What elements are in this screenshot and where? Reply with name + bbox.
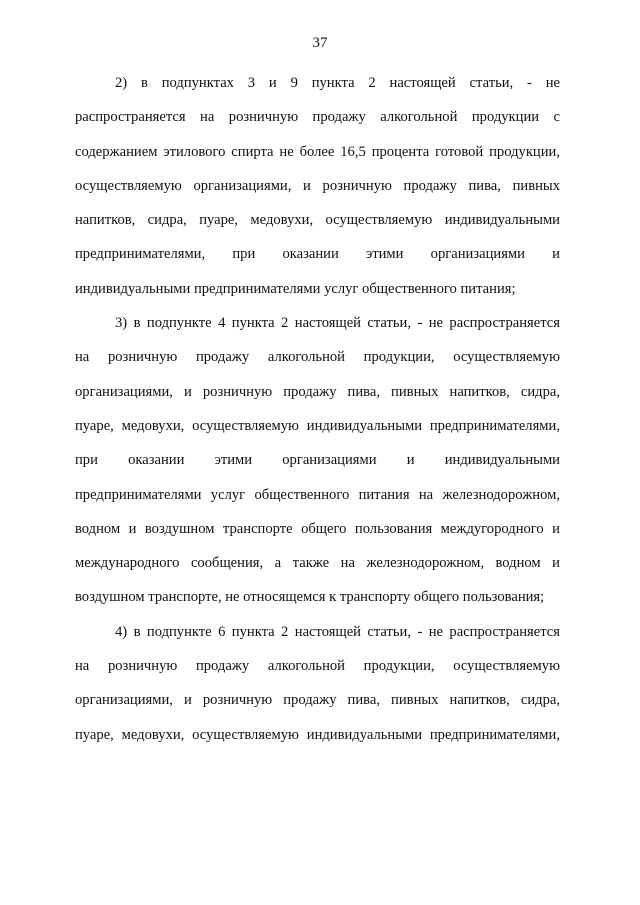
- paragraph-item-3: [75, 306, 560, 615]
- text-line: напитков, сидра, пуаре, медовухи, осуществляемую индивидуальными: [75, 212, 560, 229]
- text-line: индивидуальными предпринимателями услуг общественного питания;: [75, 280, 516, 297]
- text-line: содержанием этилового спирта не более 16,5 процента готовой продукции,: [75, 143, 560, 160]
- text-line: организациями, и розничную продажу пива, пивных напитков, сидра,: [75, 692, 560, 709]
- text-line: предпринимателями, при оказании этими организациями и: [75, 246, 560, 263]
- text-line: при оказании этими организациями и индивидуальными: [75, 452, 560, 469]
- page-number: 37: [312, 35, 328, 51]
- paragraph-item-2: [75, 66, 560, 306]
- text-line: на розничную продажу алкогольной продукции, осуществляемую: [75, 658, 560, 675]
- text-line: организациями, и розничную продажу пива, пивных напитков, сидра,: [75, 383, 560, 400]
- text-line: на розничную продажу алкогольной продукции, осуществляемую: [75, 349, 560, 366]
- text-line: предпринимателями услуг общественного питания на железнодорожном,: [75, 486, 560, 503]
- paragraph-item-4: [75, 615, 560, 752]
- text-line: пуаре, медовухи, осуществляемую индивидуальными предпринимателями,: [75, 726, 560, 743]
- text-line: распространяется на розничную продажу алкогольной продукции с: [75, 109, 560, 126]
- text-line: 2) в подпунктах 3 и 9 пункта 2 настоящей статьи, - не: [115, 75, 560, 91]
- text-line: пуаре, медовухи, осуществляемую индивидуальными предпринимателями,: [75, 417, 560, 434]
- text-line: осуществляемую организациями, и розничную продажу пива, пивных: [75, 177, 560, 194]
- text-line: водном и воздушном транспорте общего пользования междугородного и: [75, 520, 560, 537]
- text-line: 4) в подпункте 6 пункта 2 настоящей статьи, - не распространяется: [115, 623, 560, 640]
- text-line: воздушном транспорте, не относящемся к транспорту общего пользования;: [75, 589, 545, 606]
- text-line: 3) в подпункте 4 пункта 2 настоящей статьи, - не распространяется: [115, 315, 560, 332]
- document-body: [75, 66, 560, 752]
- text-line: международного сообщения, а также на железнодорожном, водном и: [75, 555, 560, 572]
